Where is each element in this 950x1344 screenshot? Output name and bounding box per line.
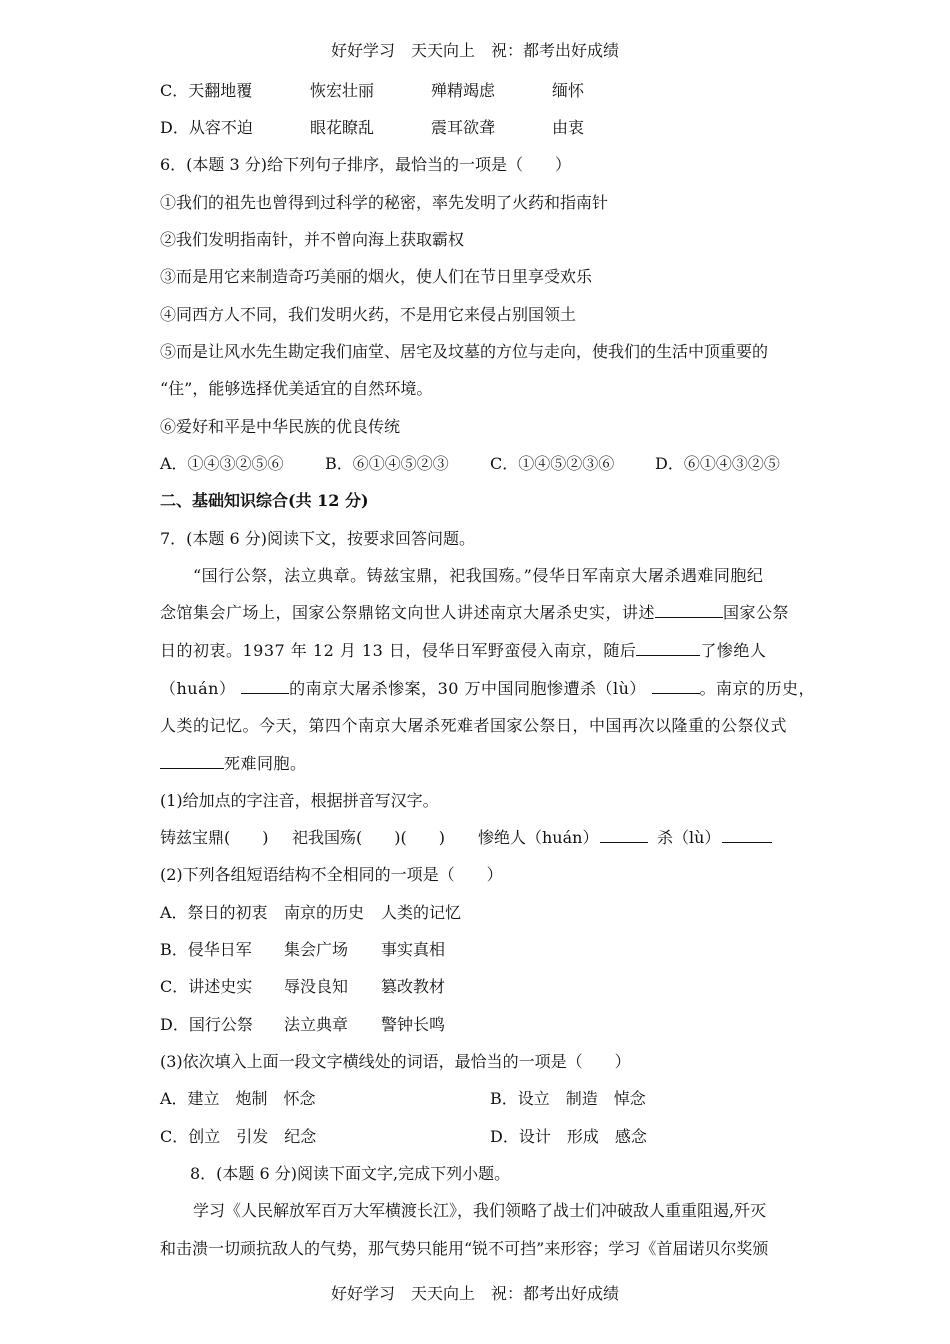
pinyin-blank-lu[interactable] — [652, 679, 700, 694]
section-2-title: 二、基础知识综合(共 12 分) — [160, 491, 369, 510]
q7-sub3-option-c: C．创立 引发 纪念 — [160, 1127, 317, 1146]
q7-sub3-option-b: B．设立 制造 悼念 — [490, 1089, 646, 1108]
q6-sentence-5-cont: “住”，能够选择优美适宜的自然环境。 — [160, 379, 433, 398]
q7-sub1-item-a: 铸兹宝鼎( ) — [160, 828, 269, 847]
q6-option-c: C．①④⑤②③⑥ — [490, 454, 615, 473]
q7-sub2: (2)下列各组短语结构不全相同的一项是（ ） — [160, 865, 503, 884]
sub1-d-text: 杀（lù） — [657, 828, 721, 847]
q7-sub3-option-d: D．设计 形成 感念 — [490, 1127, 647, 1146]
pinyin-blank-huan[interactable] — [241, 679, 289, 694]
fill-blank-2[interactable] — [636, 641, 700, 656]
q7-sub2-option-c-1: C．讲述史实 — [160, 977, 253, 996]
q7-sub2-option-c-2: 辱没良知 — [284, 977, 349, 996]
q8-passage-line-2: 和击溃一切顽抗敌人的气势，那气势只能用“锐不可挡”来形容；学习《首届诺贝尔奖颁 — [160, 1239, 769, 1258]
q5-option-d-label: D．从容不迫 — [160, 118, 253, 137]
q7-passage-line-6 — [160, 754, 307, 774]
q6-sentence-3: ③而是用它来制造奇巧美丽的烟火，使人们在节日里享受欢乐 — [160, 267, 593, 286]
q6-sentence-4: ④同西方人不同，我们发明火药，不是用它来侵占别国领土 — [160, 305, 577, 324]
q6-sentence-5: ⑤而是让风水先生勘定我们庙堂、居宅及坟墓的方位与走向，使我们的生活中顶重要的 — [160, 342, 769, 361]
q5-option-d-word2: 眼花瞭乱 — [310, 118, 375, 137]
q7-passage-line-1: “国行公祭，法立典章。铸兹宝鼎，祀我国殇。”侵华日军南京大屠杀遇难同胞纪 — [193, 566, 764, 585]
passage-text: 的南京大屠杀惨案，30 万中国同胞惨遭杀（lù） — [289, 679, 646, 698]
q7-sub2-option-b-1: B．侵华日军 — [160, 940, 252, 959]
q6-option-a: A．①④③②⑤⑥ — [160, 454, 284, 473]
q7-passage-line-5: 人类的记忆。今天，第四个南京大屠杀死难者国家公祭日，中国再次以隆重的公祭仪式 — [160, 716, 788, 735]
q7-sub2-option-a-2: 南京的历史 — [284, 903, 365, 922]
q5-option-c-word4: 缅怀 — [552, 81, 585, 100]
q5-option-c-word2: 恢宏壮丽 — [310, 81, 375, 100]
sub1-c-text: 惨绝人（huán） — [478, 828, 599, 847]
q6-option-d: D．⑥①④③②⑤ — [655, 454, 780, 473]
answer-blank-lu[interactable] — [722, 828, 772, 843]
q6-sentence-6: ⑥爱好和平是中华民族的优良传统 — [160, 417, 401, 436]
q7-sub1-item-d — [657, 828, 772, 848]
q7-sub2-option-d-3: 警钟长鸣 — [381, 1015, 446, 1034]
q7-sub2-option-b-2: 集会广场 — [284, 940, 349, 959]
q7-sub2-option-a-1: A．祭日的初衷 — [160, 903, 268, 922]
q7-sub3-option-a: A．建立 炮制 怀念 — [160, 1089, 316, 1108]
passage-text: 了惨绝人 — [700, 641, 767, 660]
q6-option-b: B．⑥①④⑤②③ — [325, 454, 449, 473]
passage-text: 死难同胞。 — [224, 754, 307, 773]
q5-option-d-word4: 由衷 — [552, 118, 585, 137]
page-header: 好好学习 天天向上 祝：都考出好成绩 — [330, 41, 619, 60]
q7-sub3: (3)依次填入上面一段文字横线处的词语，最恰当的一项是（ ） — [160, 1052, 631, 1071]
q7-sub1-item-b: 祀我国殇( )( ) — [292, 828, 445, 847]
passage-text: 国家公祭 — [723, 603, 790, 622]
fill-blank-1[interactable] — [655, 603, 723, 618]
q7-sub1: (1)给加点的字注音，根据拼音写汉字。 — [160, 791, 439, 810]
q7-passage-line-3 — [160, 641, 766, 661]
q7-sub1-item-c — [478, 828, 648, 848]
fill-blank-3[interactable] — [160, 754, 224, 769]
q5-option-d-word3: 震耳欲聋 — [431, 118, 496, 137]
q7-sub2-option-d-2: 法立典章 — [284, 1015, 349, 1034]
q8-stem: 8．(本题 6 分)阅读下面文字,完成下列小题。 — [190, 1164, 511, 1183]
passage-text: 念馆集会广场上，国家公祭鼎铭文向世人讲述南京大屠杀史实，讲述 — [160, 603, 656, 622]
q5-option-c-word3: 殚精竭虑 — [431, 81, 496, 100]
q6-sentence-1: ①我们的祖先也曾得到过科学的秘密，率先发明了火药和指南针 — [160, 193, 609, 212]
q7-stem: 7．(本题 6 分)阅读下文，按要求回答问题。 — [160, 529, 476, 548]
q7-sub2-option-c-3: 篡改教材 — [381, 977, 446, 996]
answer-blank-huan[interactable] — [600, 828, 648, 843]
page-footer: 好好学习 天天向上 祝：都考出好成绩 — [330, 1284, 619, 1303]
q8-passage-line-1: 学习《人民解放军百万大军横渡长江》，我们领略了战士们冲破敌人重重阻遏,歼灭 — [193, 1201, 767, 1220]
q6-stem: 6．(本题 3 分)给下列句子排序，最恰当的一项是（ ） — [160, 155, 572, 174]
q5-option-c-label: C．天翻地覆 — [160, 81, 253, 100]
passage-text: 。南京的历史， — [699, 679, 816, 698]
q7-sub2-option-b-3: 事实真相 — [381, 940, 446, 959]
q7-sub2-option-d-1: D．国行公祭 — [160, 1015, 253, 1034]
q7-sub2-option-a-3: 人类的记忆 — [381, 903, 462, 922]
q7-passage-line-2 — [160, 603, 789, 623]
passage-text: 日的初衷。1937 年 12 月 13 日，侵华日军野蛮侵入南京，随后 — [160, 641, 637, 660]
q6-sentence-2: ②我们发明指南针，并不曾向海上获取霸权 — [160, 230, 465, 249]
q7-passage-line-4 — [160, 679, 815, 699]
passage-text: （huán） — [160, 679, 236, 698]
